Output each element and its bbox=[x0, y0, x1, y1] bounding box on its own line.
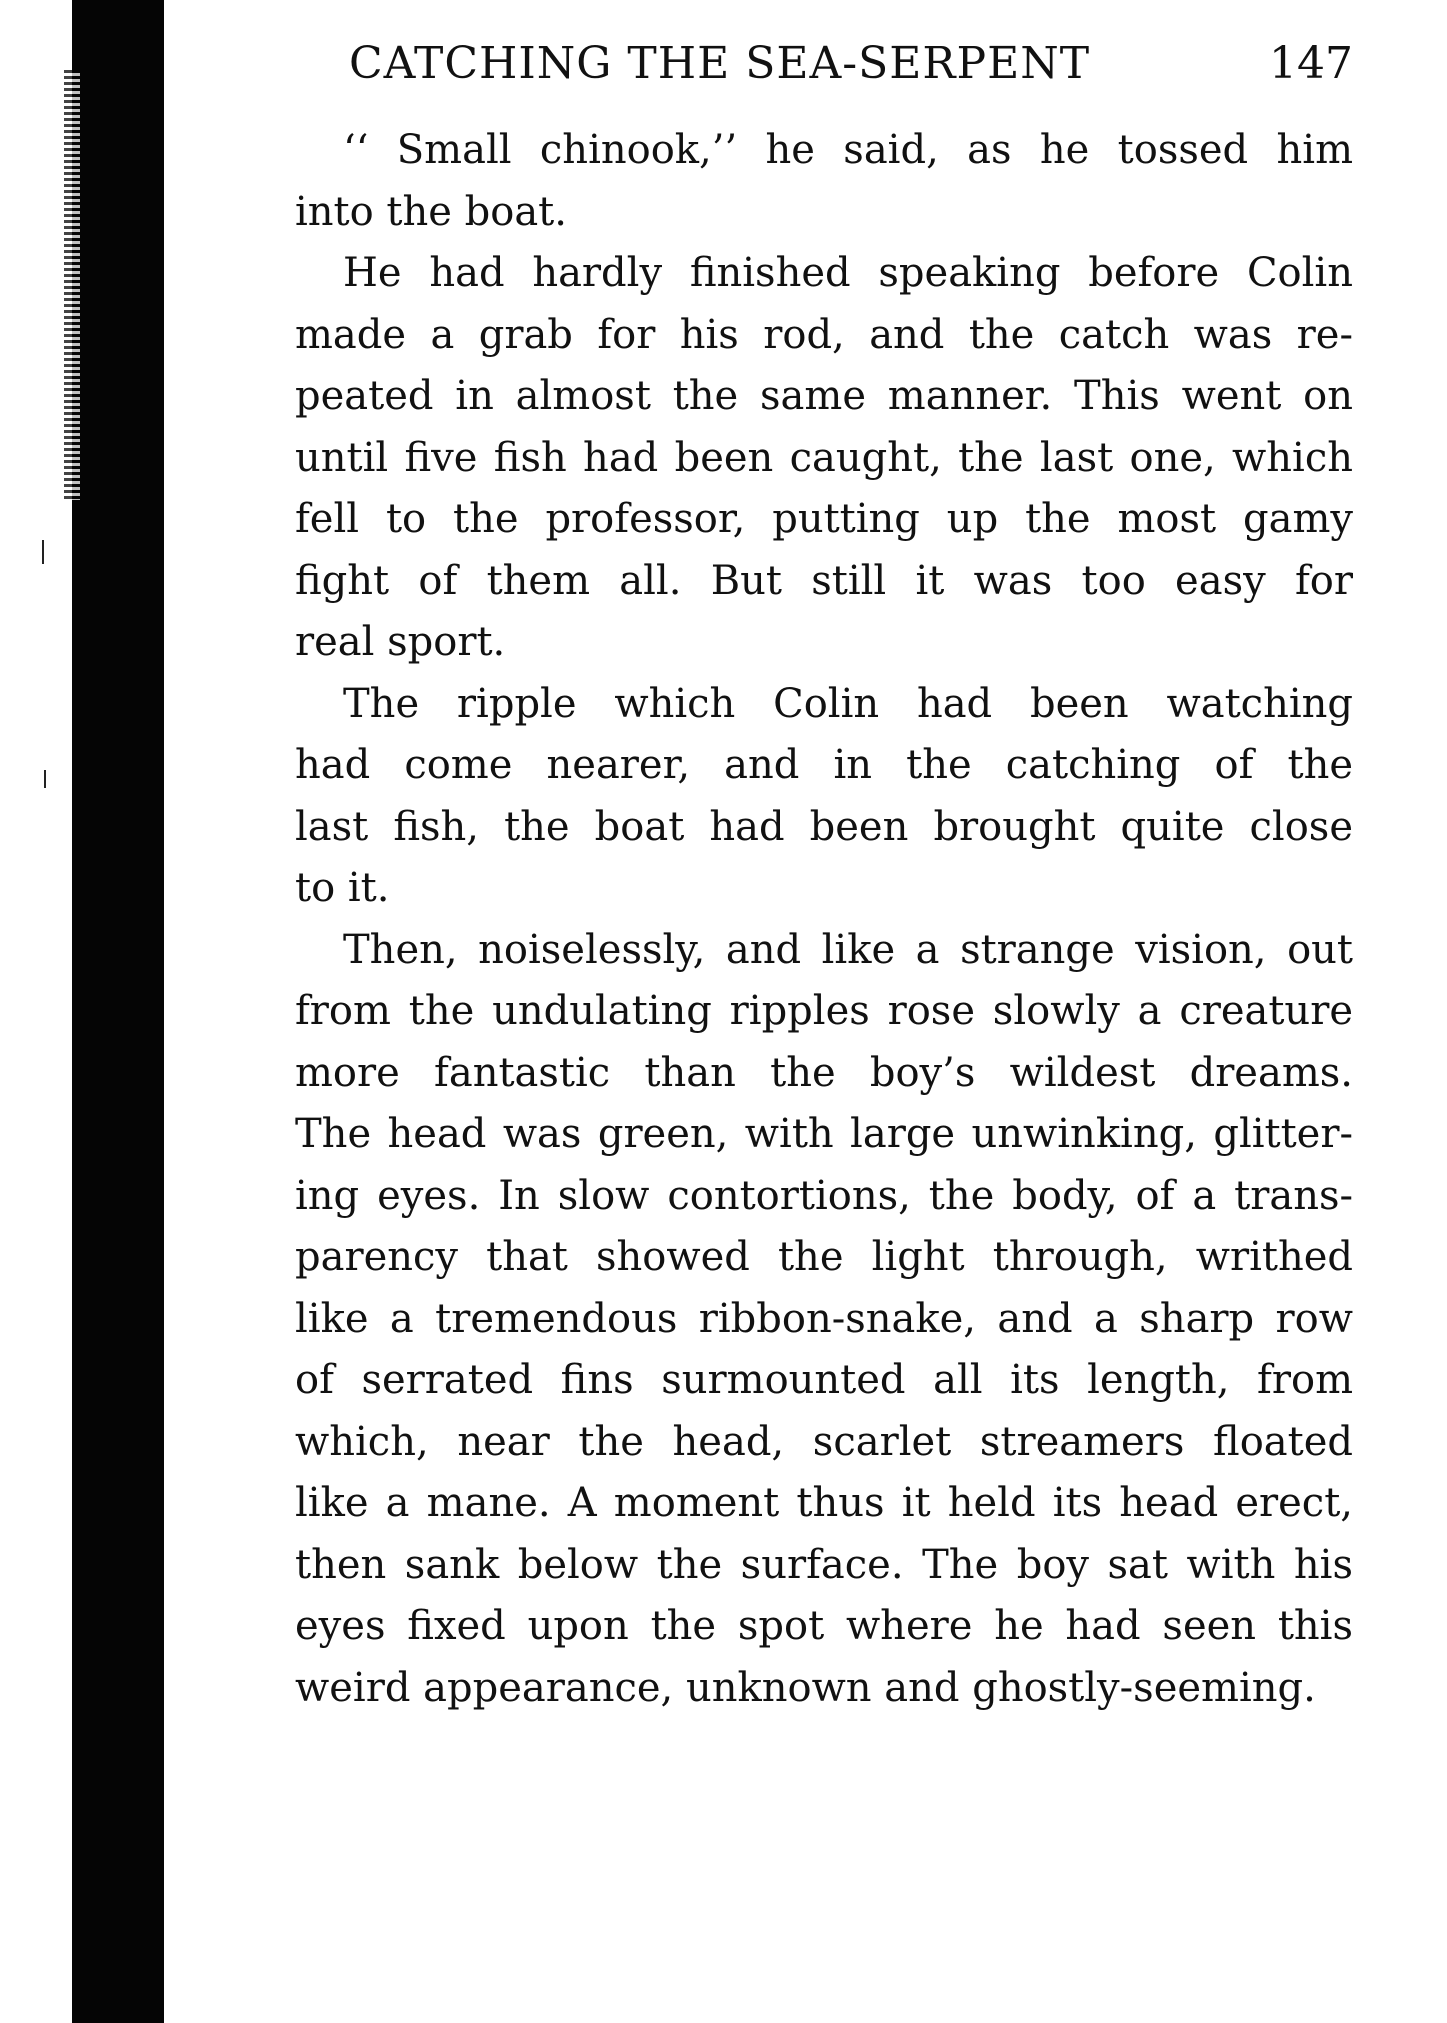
text-line: ing eyes. In slow contortions, the body, of a trans- bbox=[295, 1172, 1353, 1219]
page-header bbox=[295, 38, 1353, 98]
text-line: parency that showed the light through, writhed bbox=[295, 1234, 1353, 1280]
text-line: like a mane. A moment thus it held its head erect, bbox=[295, 1480, 1353, 1526]
text-line: peated in almost the same manner. This went on bbox=[295, 373, 1353, 419]
text-line: which, near the head, scarlet streamers floated bbox=[295, 1418, 1353, 1465]
text-line: had come nearer, and in the catching of the bbox=[295, 742, 1353, 788]
book-page bbox=[295, 0, 1353, 2023]
text-line: fell to the professor, putting up the most gamy bbox=[295, 496, 1353, 542]
text-line: Then, noiselessly, and like a strange vision, out bbox=[343, 926, 1353, 973]
text-line: of serrated fins surmounted all its length, from bbox=[295, 1357, 1353, 1403]
paragraph-4 bbox=[295, 920, 1353, 1720]
text-line: last fish, the boat had been brought quite close bbox=[295, 803, 1353, 850]
text-line: The head was green, with large unwinking, glitter- bbox=[295, 1111, 1353, 1157]
paragraph-3 bbox=[295, 674, 1353, 920]
scanned-binding-shadow bbox=[72, 0, 164, 2023]
text-line: like a tremendous ribbon-snake, and a sharp row bbox=[295, 1295, 1353, 1342]
text-line: eyes fixed upon the spot where he had seen this bbox=[295, 1603, 1353, 1649]
text-line: weird appearance, unknown and ghostly-seeming. bbox=[295, 1664, 1316, 1711]
text-line: to it. bbox=[295, 865, 390, 911]
scan-stray-mark bbox=[44, 770, 46, 788]
text-line: The ripple which Colin had been watching bbox=[343, 680, 1353, 727]
text-line: made a grab for his rod, and the catch was re- bbox=[295, 311, 1353, 358]
page-body-text bbox=[295, 120, 1353, 1719]
text-line: until five fish had been caught, the last one, which bbox=[295, 434, 1353, 481]
text-line: more fantastic than the boy’s wildest dreams. bbox=[295, 1049, 1353, 1096]
text-line: real sport. bbox=[295, 619, 506, 665]
text-line: into the boat. bbox=[295, 188, 567, 235]
paragraph-2 bbox=[295, 243, 1353, 674]
paragraph-1 bbox=[295, 120, 1353, 243]
running-head: CATCHING THE SEA-SERPENT bbox=[349, 38, 1091, 89]
text-line: then sank below the surface. The boy sat with his bbox=[295, 1541, 1353, 1588]
text-line: from the undulating ripples rose slowly a creature bbox=[295, 988, 1353, 1034]
page-number: 147 bbox=[1269, 38, 1353, 89]
text-line: fight of them all. But still it was too easy for bbox=[295, 557, 1353, 604]
text-line: He had hardly finished speaking before Colin bbox=[343, 250, 1353, 296]
text-line: ‘‘ Small chinook,’’ he said, as he tossed him bbox=[343, 127, 1353, 173]
scan-stray-mark bbox=[42, 540, 44, 564]
